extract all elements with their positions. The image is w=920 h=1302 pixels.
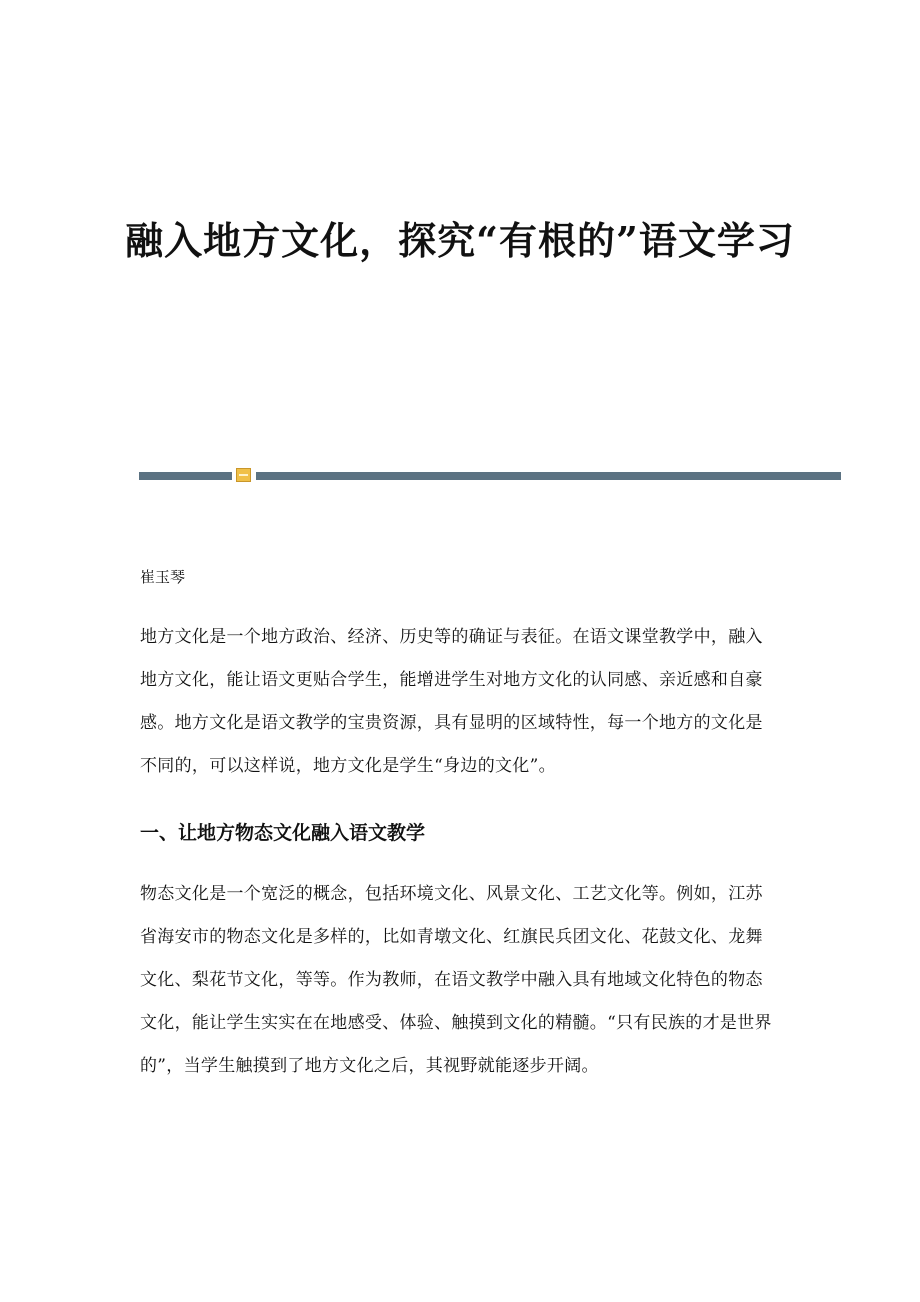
body-paragraph-1: 地方文化是一个地方政治、经济、历史等的确证与表征。在语文课堂教学中，融入地方文化，能让语文更贴合学生，能增进学生对地方文化的认同感、亲近感和自豪感。地方文化是语文教学的宝贵资源，具有显明的区域特性，每一个地方的文化是不同的，可以这样说，地方文化是学生“身边的文化”。 <box>140 627 763 776</box>
divider-bar-right <box>256 472 841 480</box>
title-divider <box>139 467 841 483</box>
author-name: 崔玉琴 <box>140 568 186 586</box>
body-paragraph-2: 物态文化是一个宽泛的概念，包括环境文化、风景文化、工艺文化等。例如，江苏省海安市的物态文化是多样的，比如青墩文化、红旗民兵团文化、花鼓文化、龙舞文化、梨花节文化，等等。作为教师，在语文教学中融入具有地域文化特色的物态文化，能让学生实实在在地感受、体验、触摸到文化的精髓。“只有民族的才是世界的”，当学生触摸到了地方文化之后，其视野就能逐步开阔。 <box>140 884 772 1076</box>
document-title: 融入地方文化，探究“有根的”语文学习 <box>125 218 795 263</box>
divider-bar-left <box>139 472 232 480</box>
section-heading-1: 一、让地方物态文化融入语文教学 <box>140 822 426 844</box>
divider-ornament-icon <box>236 468 251 482</box>
